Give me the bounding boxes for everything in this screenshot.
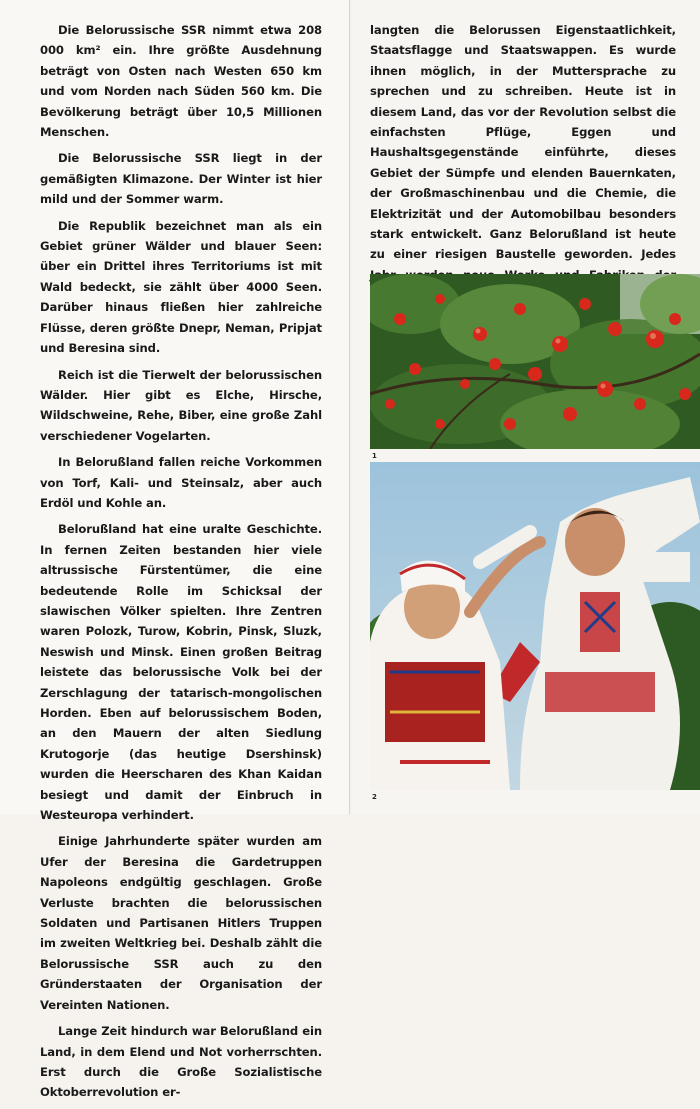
apple-tree-photo xyxy=(370,274,700,449)
left-text-column xyxy=(40,20,322,1109)
paragraph: Reich ist die Tierwelt der belorussischen Wälder. Hier gibt es Elche, Hirsche, Wildschweine, Rehe, Biber, eine große Zahl verschiedener Vogelarten. xyxy=(40,367,322,443)
apple-tree-illustration xyxy=(370,274,700,449)
paragraph: Lange Zeit hindurch war Belorußland ein Land, in dem Elend und Not vorherrschten. Erst durch die Große Sozialistische Oktoberrevolution er- xyxy=(40,1024,322,1100)
paragraph: Die Belorussische SSR liegt in der gemäßigten Klimazone. Der Winter ist hier mild und der Sommer warm. xyxy=(40,151,322,207)
folk-dancers-illustration xyxy=(370,462,700,790)
right-page xyxy=(352,0,700,814)
paragraph: Die Republik bezeichnet man als ein Gebiet grüner Wälder und blauer Seen: über ein Drittel ihres Territoriums ist mit Wald bedeckt, sie zählt über 4000 Seen. Darüber hinaus fließen hier zahlreiche Flüsse, deren größte Dnepr, Neman, Pripjat und Beresina sind. xyxy=(40,218,322,356)
paragraph: langten die Belorussen Eigenstaatlichkeit, Staatsflagge und Staatswappen. Es wurde ihnen möglich, in der Muttersprache zu sprechen und zu schreiben. Heute ist in diesem Land, das vor der Revolution selbst die einfachsten Pflüge, Eggen und Haushaltsgegenstände einführte, dieses Gebiet der Sümpfe und elenden Bauernkaten, der Großmaschinenbau und die Chemie, die Elektrizität und der Automobilbau besonders stark entwickelt. Ganz Belorußland ist heute zu einer riesigen Baustelle geworden. Jedes xyxy=(370,23,676,262)
paragraph: Belorußland hat eine uralte Geschichte. In fernen Zeiten bestanden hier viele altrussische Fürstentümer, die eine bedeutende Rolle im Schicksal der slawischen Völker spielten. Ihre Zentren waren Polozk, Turow, Kobrin, Pinsk, Sluzk, Neswish und Minsk. Einen großen Beitrag leistete das belorussische Volk bei der Zerschlagung der tatarisch-mongolischen Horden. Eben auf belorussischem Boden, an den Mauern der alten Siedlung Krutogorje (das heutige Dsershinsk) wurden die Heerscharen des Khan Kaidan besiegt und damit der Einbruch in Westeuropa verhindert. xyxy=(40,522,322,823)
paragraph: Einige Jahrhunderte später wurden am Ufer der Beresina die Gardetruppen Napoleons endgültig geschlagen. Große Verluste brachten die belorussischen Soldaten und Partisanen Hitlers Truppen im zweiten Weltkrieg bei. Deshalb zählt die Belorussische SSR auch zu den Gründerstaaten der Organisation der Vereinten Nationen. xyxy=(40,834,322,1012)
paragraph: Die Belorussische SSR nimmt etwa 208 000 km² ein. Ihre größte Ausdehnung beträgt von Osten nach Westen 650 km und vom Norden nach Süden 560 km. Die Bevölkerung beträgt über 10,5 Millionen Menschen. xyxy=(40,23,322,140)
photo-caption: 2 xyxy=(372,793,377,801)
left-page xyxy=(0,0,350,1100)
folk-dancers-photo xyxy=(370,462,700,790)
photo-caption: 1 xyxy=(372,452,377,460)
paragraph: In Belorußland fallen reiche Vorkommen von Torf, Kali- und Steinsalz, aber auch Erdöl und Kohle an. xyxy=(40,455,322,510)
